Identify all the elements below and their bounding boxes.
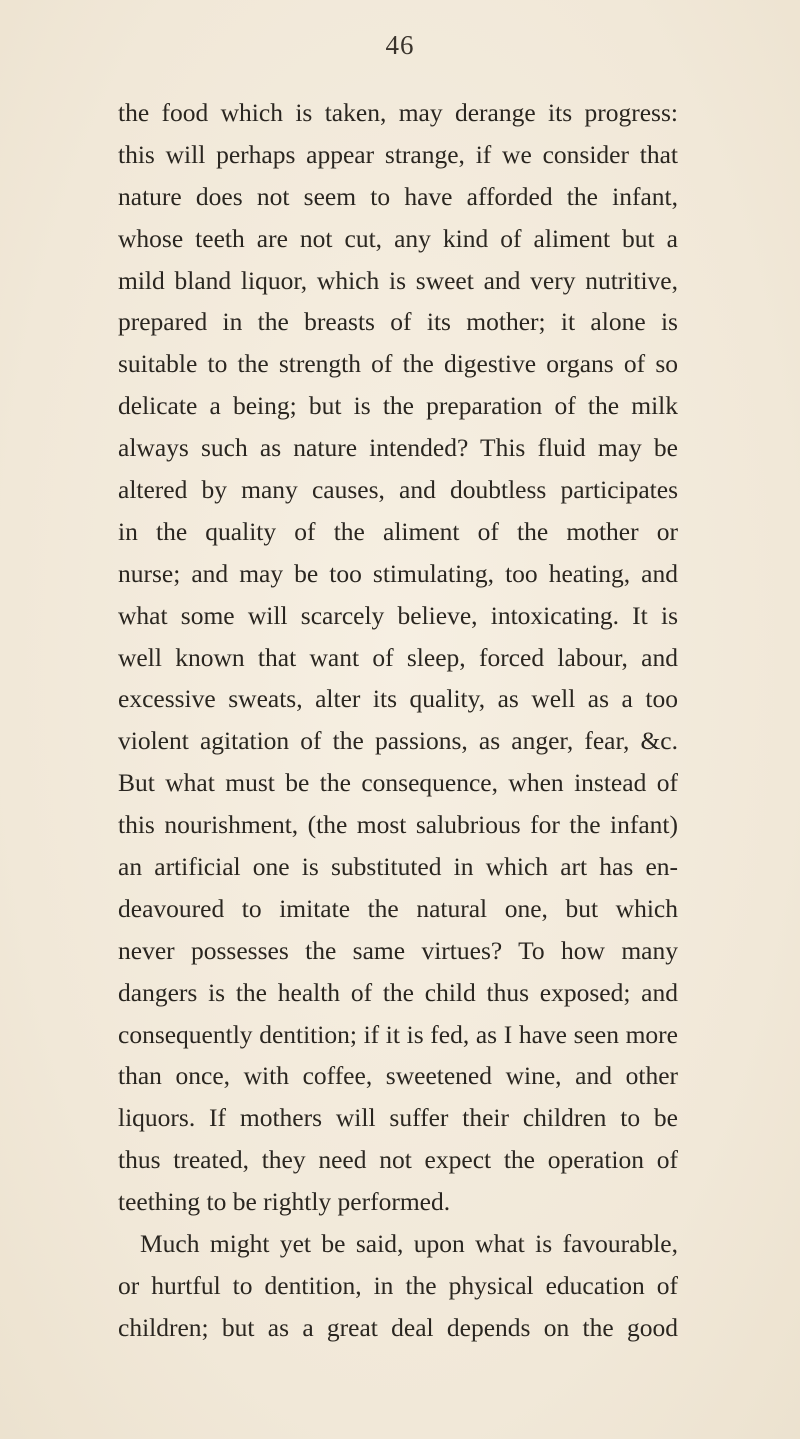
text-line: Much might yet be said, upon what is favourable, xyxy=(140,1229,678,1259)
text-line: liquors. If mothers will suffer their children to be xyxy=(118,1103,678,1133)
text-line: excessive sweats, alter its quality, as well as a too xyxy=(118,684,678,714)
text-line: or hurtful to dentition, in the physical education of xyxy=(118,1270,678,1300)
text-line: never possesses the same virtues? To how many xyxy=(118,935,678,965)
text-line: nature does not seem to have afforded the infant, xyxy=(118,181,678,211)
body-text xyxy=(118,92,678,1349)
text-line: deavoured to imitate the natural one, but which xyxy=(118,893,678,923)
text-line: prepared in the breasts of its mother; it alone is xyxy=(118,307,678,337)
text-line: violent agitation of the passions, as anger, fear, &c. xyxy=(118,726,678,756)
text-line: always such as nature intended? This fluid may be xyxy=(118,433,678,463)
text-line: in the quality of the aliment of the mother or xyxy=(118,516,678,546)
text-line: whose teeth are not cut, any kind of aliment but a xyxy=(118,223,678,253)
text-line: altered by many causes, and doubtless participates xyxy=(118,475,678,505)
text-line: than once, with coffee, sweetened wine, and other xyxy=(118,1061,678,1091)
text-line: But what must be the consequence, when instead of xyxy=(118,768,678,798)
text-line: consequently dentition; if it is fed, as I have seen more xyxy=(118,1019,678,1049)
text-line: dangers is the health of the child thus exposed; and xyxy=(118,977,678,1007)
text-line: mild bland liquor, which is sweet and very nutritive, xyxy=(118,265,678,295)
text-line: this nourishment, (the most salubrious for the infant) xyxy=(118,810,678,840)
text-line: what some will scarcely believe, intoxicating. It is xyxy=(118,600,678,630)
text-line: delicate a being; but is the preparation of the milk xyxy=(118,391,678,421)
page-number: 46 xyxy=(385,30,415,60)
text-line: teething to be rightly performed. xyxy=(118,1187,451,1217)
text-line: children; but as a great deal depends on the good xyxy=(118,1312,678,1342)
text-line: well known that want of sleep, forced labour, and xyxy=(118,642,678,672)
text-line: this will perhaps appear strange, if we consider that xyxy=(118,139,678,169)
text-line: the food which is taken, may derange its progress: xyxy=(118,98,678,127)
text-line: thus treated, they need not expect the operation of xyxy=(118,1145,678,1175)
text-line: nurse; and may be too stimulating, too heating, and xyxy=(118,558,678,588)
text-line: suitable to the strength of the digestive organs of so xyxy=(118,349,678,379)
text-line: an artificial one is substituted in which art has en- xyxy=(118,852,678,882)
